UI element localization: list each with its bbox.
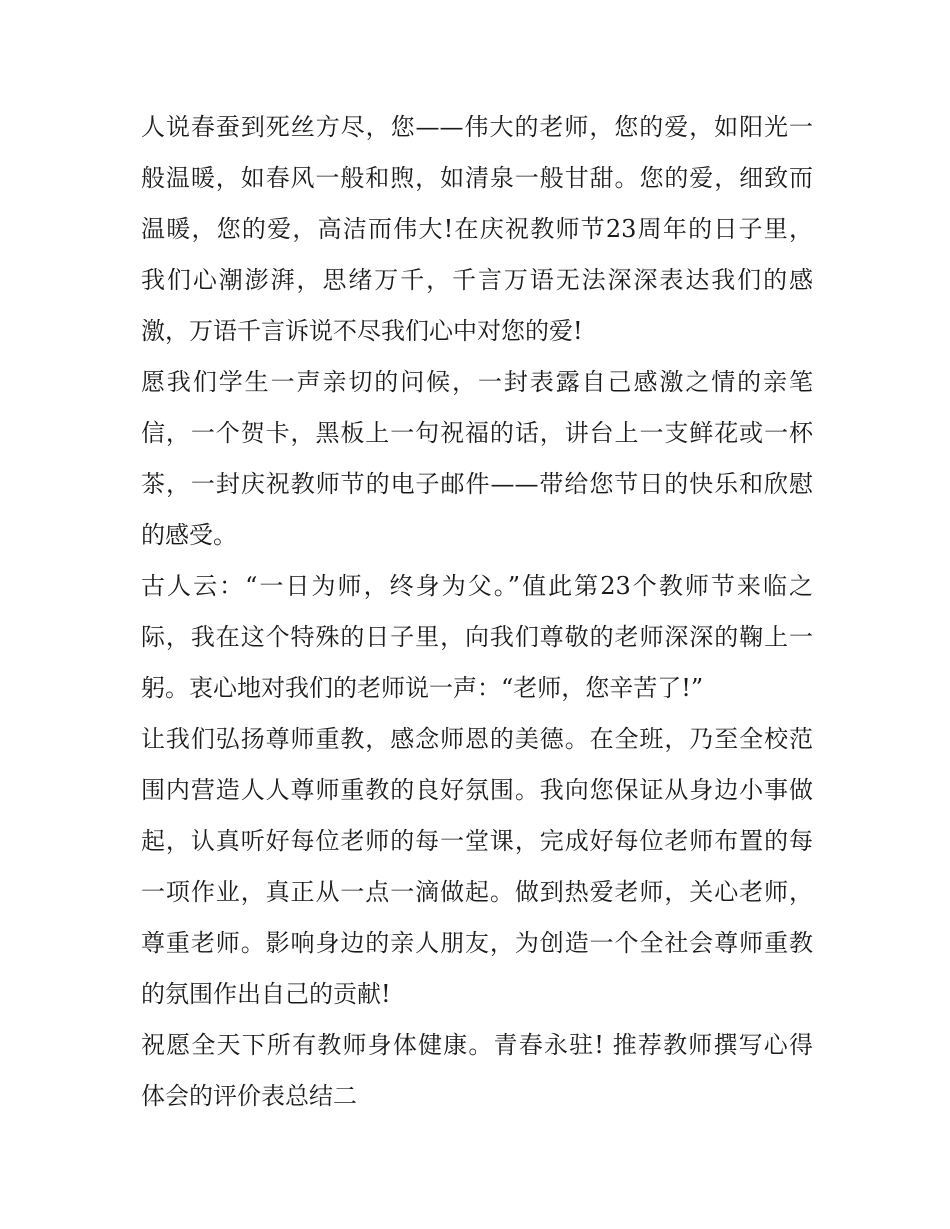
text-line: 起，认真听好每位老师的每一堂课，完成好每位老师布置的每	[141, 827, 813, 855]
paragraph-2	[141, 357, 813, 561]
text-line: 我们心潮澎湃，思绪万千，千言万语无法深深表达我们的感	[141, 266, 813, 294]
text-line: 的氛围作出自己的贡献!	[141, 980, 391, 1008]
paragraph-4	[141, 714, 813, 1020]
paragraph-3	[141, 561, 813, 714]
text-line: 祝愿全天下所有教师身体健康。青春永驻! 推荐教师撰写心得	[141, 1031, 813, 1059]
text-line: 一项作业，真正从一点一滴做起。做到热爱老师，关心老师，	[141, 878, 813, 906]
text-line: 的感受。	[141, 521, 237, 549]
text-line: 尊重老师。影响身边的亲人朋友，为创造一个全社会尊师重教	[141, 929, 813, 957]
text-line: 激，万语千言诉说不尽我们心中对您的爱!	[141, 317, 583, 345]
paragraph-5	[141, 1020, 813, 1122]
text-line: 围内营造人人尊师重教的良好氛围。我向您保证从身边小事做	[141, 776, 813, 804]
text-line: 际，我在这个特殊的日子里，向我们尊敬的老师深深的鞠上一	[141, 623, 813, 651]
text-line: 愿我们学生一声亲切的问候，一封表露自己感激之情的亲笔	[141, 368, 813, 396]
text-line: 躬。衷心地对我们的老师说一声：“老师，您辛苦了!”	[141, 674, 704, 702]
text-line: 让我们弘扬尊师重教，感念师恩的美德。在全班，乃至全校范	[141, 725, 813, 753]
text-line: 般温暖，如春风一般和煦，如清泉一般甘甜。您的爱，细致而	[141, 164, 813, 192]
text-line: 古人云：“一日为师，终身为父。”值此第23个教师节来临之	[141, 572, 813, 600]
text-line: 温暖，您的爱，高洁而伟大!在庆祝教师节23周年的日子里，	[141, 215, 813, 243]
document-body	[141, 102, 813, 1122]
text-line: 信，一个贺卡，黑板上一句祝福的话，讲台上一支鲜花或一杯	[141, 419, 813, 447]
text-line: 体会的评价表总结二	[141, 1082, 357, 1110]
text-line: 茶，一封庆祝教师节的电子邮件——带给您节日的快乐和欣慰	[141, 470, 813, 498]
text-line: 人说春蚕到死丝方尽，您——伟大的老师，您的爱，如阳光一	[141, 113, 813, 141]
paragraph-1	[141, 102, 813, 357]
